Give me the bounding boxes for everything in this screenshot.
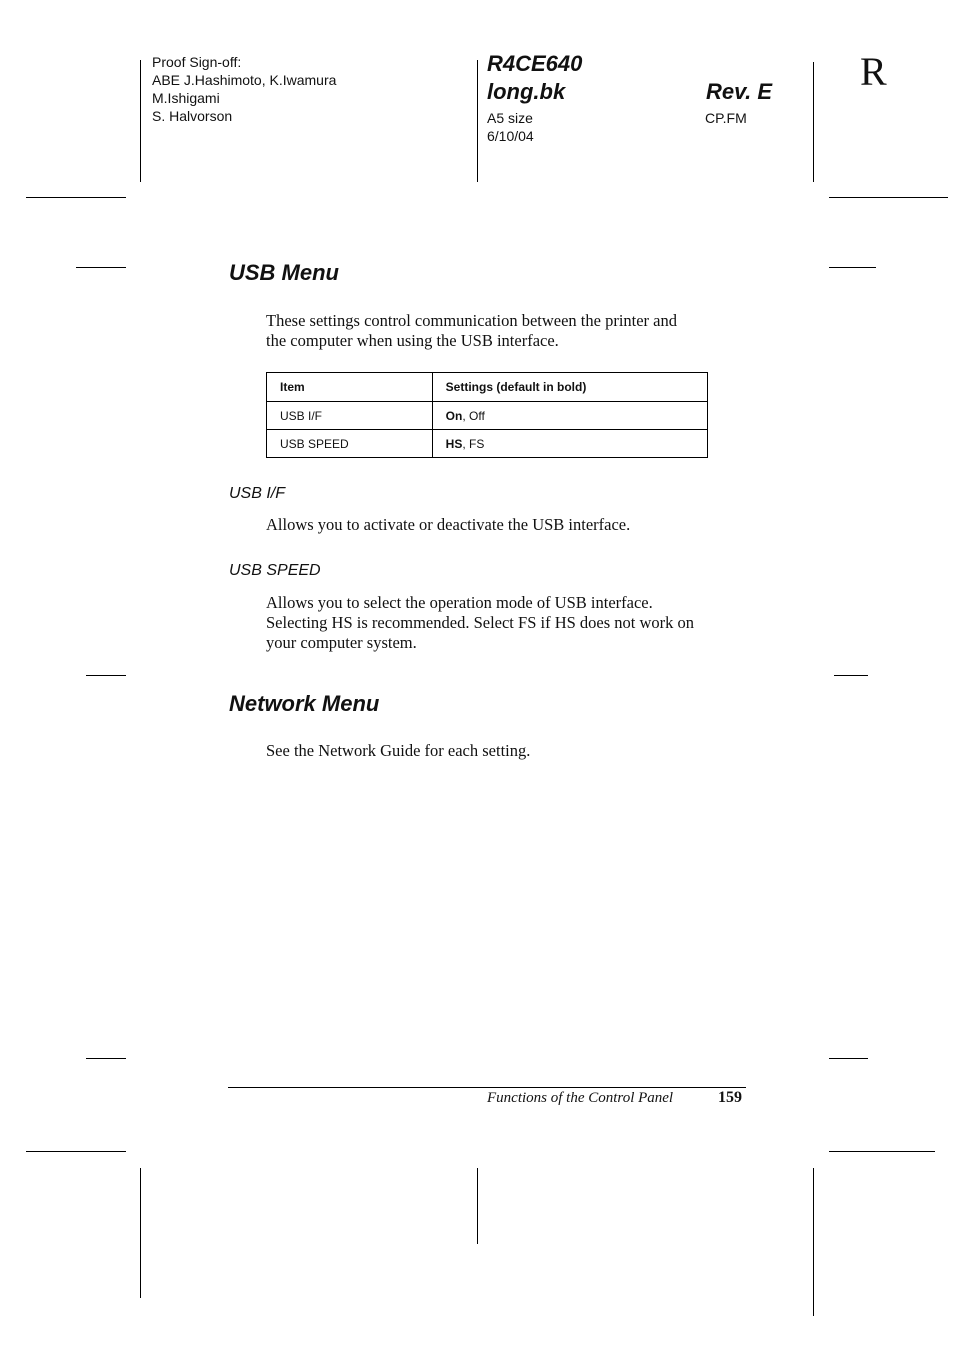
default-value: HS xyxy=(445,436,463,451)
doc-code: R4CE640 xyxy=(487,51,583,76)
crop-mark xyxy=(26,197,126,198)
item-cell: USB SPEED xyxy=(267,430,433,458)
corner-mark: R xyxy=(860,49,887,94)
column-header: Item xyxy=(267,373,433,402)
crop-mark xyxy=(829,197,948,198)
other-values: , Off xyxy=(462,408,485,423)
proof-signoff xyxy=(152,53,336,125)
doc-date: 6/10/04 xyxy=(487,128,534,144)
settings-cell xyxy=(432,402,707,430)
doc-file: long.bk xyxy=(487,79,566,104)
text-line: These settings control communication between the printer and xyxy=(266,311,678,330)
section-title: USB Menu xyxy=(229,260,339,285)
crop-mark xyxy=(26,1151,126,1152)
crop-mark xyxy=(829,1151,935,1152)
table-row xyxy=(267,430,708,458)
table-header-row xyxy=(267,373,708,402)
footer-section: Functions of the Control Panel xyxy=(487,1090,674,1106)
text-line: your computer system. xyxy=(266,633,417,652)
settings-table xyxy=(266,372,708,458)
text-line: See the Network Guide for each setting. xyxy=(266,741,531,760)
usb-speed-description xyxy=(266,593,694,653)
page-number: 159 xyxy=(718,1089,742,1106)
section-title: Network Menu xyxy=(229,691,380,716)
default-value: On xyxy=(445,408,463,423)
other-values: , FS xyxy=(462,436,485,451)
crop-mark xyxy=(813,62,814,182)
revision: Rev. E xyxy=(706,79,773,104)
network-description xyxy=(266,741,530,761)
proof-line: ABE J.Hashimoto, K.Iwamura xyxy=(152,72,337,88)
crop-mark xyxy=(86,675,126,676)
text-line: the computer when using the USB interface. xyxy=(266,331,559,350)
item-cell: USB I/F xyxy=(267,402,433,430)
footer-rule xyxy=(228,1087,746,1088)
crop-mark xyxy=(140,60,141,182)
subsection-title: USB I/F xyxy=(229,485,286,502)
proof-line: S. Halvorson xyxy=(152,108,233,124)
fm-file: CP.FM xyxy=(705,110,747,126)
text-line: Allows you to activate or deactivate the USB interface. xyxy=(266,515,631,534)
proof-line: Proof Sign-off: xyxy=(152,54,242,70)
usb-intro xyxy=(266,311,677,351)
usb-if-description xyxy=(266,515,630,535)
text-line: Selecting HS is recommended. Select FS if HS does not work on xyxy=(266,613,695,632)
crop-mark xyxy=(477,60,478,182)
settings-cell xyxy=(432,430,707,458)
crop-mark xyxy=(834,675,868,676)
crop-mark xyxy=(76,267,126,268)
table-row xyxy=(267,402,708,430)
crop-mark xyxy=(86,1058,126,1059)
page-size: A5 size xyxy=(487,110,533,126)
crop-mark xyxy=(813,1168,814,1316)
subsection-title: USB SPEED xyxy=(229,562,321,579)
crop-mark xyxy=(477,1168,478,1244)
crop-mark xyxy=(829,1058,868,1059)
crop-mark xyxy=(140,1168,141,1298)
column-header: Settings (default in bold) xyxy=(432,373,707,402)
proof-line: M.Ishigami xyxy=(152,90,220,106)
text-line: Allows you to select the operation mode of USB interface. xyxy=(266,593,653,612)
crop-mark xyxy=(829,267,876,268)
